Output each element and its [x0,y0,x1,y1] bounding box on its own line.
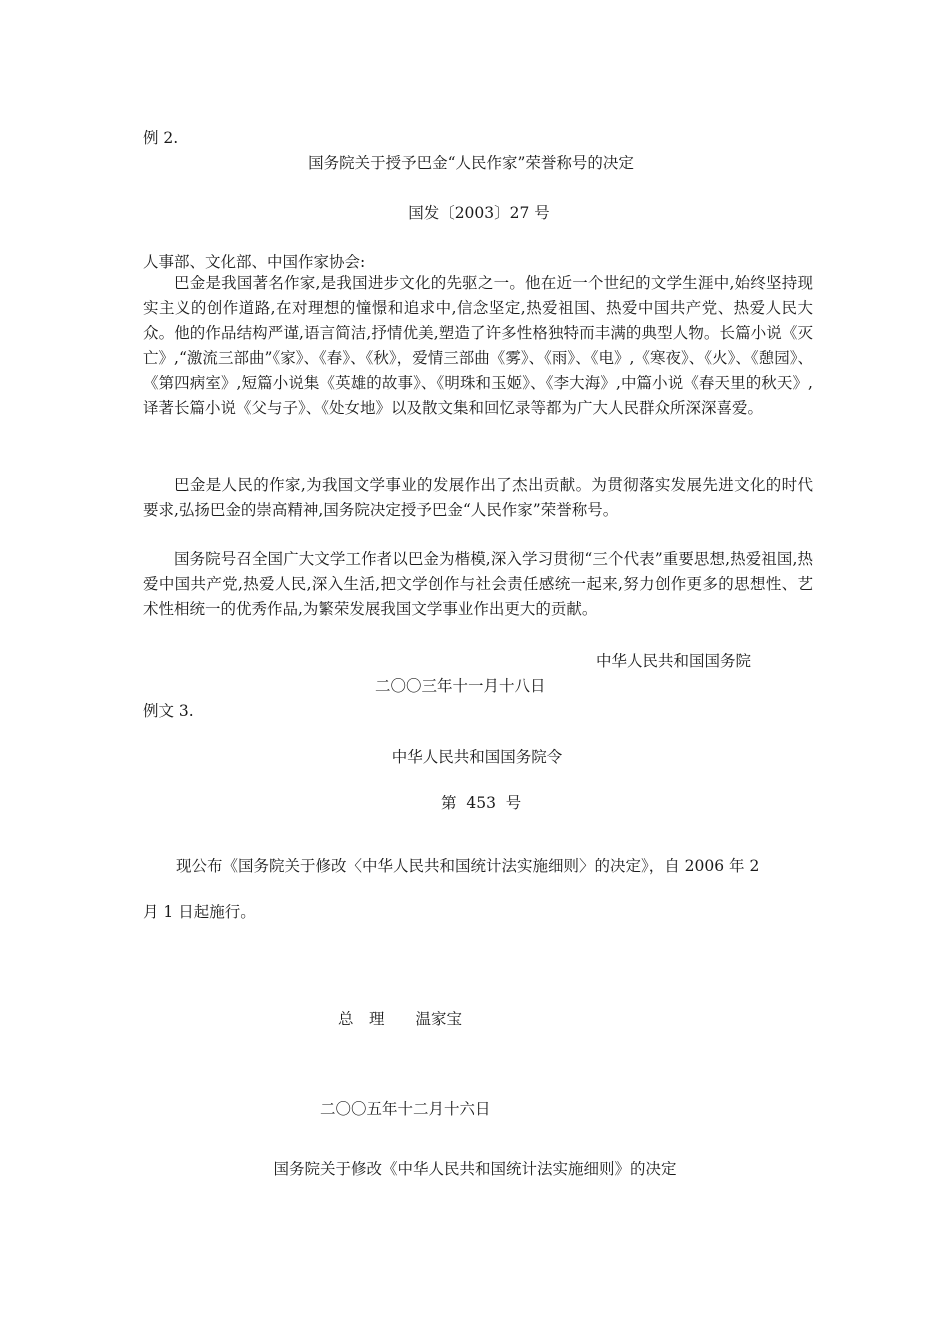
example3-order-number: 第 453 号 [441,794,522,812]
example2-paragraph-3: 国务院号召全国广大文学工作者以巴金为楷模,深入学习贯彻“三个代表”重要思想,热爱祖国,热爱中国共产党,热爱人民,深入生活,把文学创作与社会责任感统一起来,努力创作更多的思想性、艺术性相统一的优秀作品,为繁荣发展我国文学事业作出更大的贡献。 [143,550,813,618]
example3-body-line-1: 现公布《国务院关于修改〈中华人民共和国统计法实施细则〉的决定》，自 2006 年 2 [176,857,760,875]
example2-date: 二〇〇三年十一月十八日 [375,677,546,695]
example2-title: 国务院关于授予巴金“人民作家”荣誉称号的决定 [308,154,634,172]
example3-title: 中华人民共和国国务院令 [391,748,563,766]
example3-body-line-2: 月 1 日起施行。 [143,903,256,921]
example2-doc-number: 国发〔2003〕27 号 [408,204,550,222]
example2-signature: 中华人民共和国国务院 [596,652,752,670]
example3-label: 例文 3. [143,702,194,720]
example2-label: 例 2. [143,129,179,147]
example3-signatory: 总 理 温家宝 [338,1010,463,1028]
example3-decision-title: 国务院关于修改《中华人民共和国统计法实施细则》的决定 [273,1160,677,1178]
example2-paragraph-1: 巴金是我国著名作家,是我国进步文化的先驱之一。他在近一个世纪的文学生涯中,始终坚持现实主义的创作道路,在对理想的憧憬和追求中,信念坚定,热爱祖国、热爱中国共产党、热爱人民大众。他的作品结构严谨,语言简洁,抒情优美,塑造了许多性格独特而丰满的典型人物。长篇小说《灭亡》,“激流三部曲”《家》、《春》、《秋》，爱情三部曲《雾》、《雨》、《电》,《寒夜》、《火》、《憩园》、《第四病室》,短篇小说集《英雄的故事》、《明珠和玉姬》、《李大海》,中篇小说《春天里的秋天》,译著长篇小说《父与子》、《处女地》以及散文集和回忆录等都为广大人民群众所深深喜爱。 [143,274,813,417]
example2-addressee: 人事部、文化部、中国作家协会: [143,253,366,271]
example3-date: 二〇〇五年十二月十六日 [320,1100,491,1118]
example2-paragraph-2: 巴金是人民的作家,为我国文学事业的发展作出了杰出贡献。为贯彻落实发展先进文化的时代要求,弘扬巴金的崇高精神,国务院决定授予巴金“人民作家”荣誉称号。 [143,476,813,519]
